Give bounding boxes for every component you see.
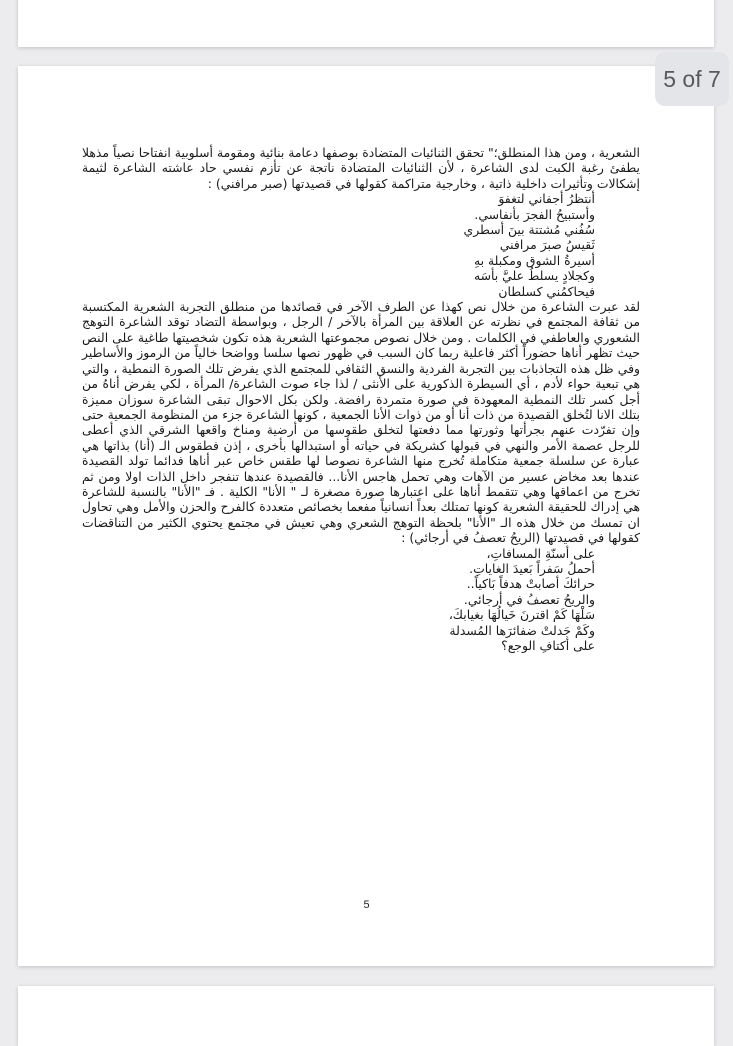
poem-line: سُفُني مُشتتة بينَ أسطري (463, 222, 595, 238)
poem-line: على أسنّةِ المسافاتِ، (486, 545, 595, 561)
poem-line: فيحاكمُني كسلطان (498, 283, 595, 299)
poem-line: ثَقيسُ صبرَ مرافني (499, 237, 595, 253)
poem-line: أسيرةُ الشوق ومكبلة بهِ (473, 252, 595, 268)
next-page (18, 986, 714, 1046)
page-content (82, 145, 640, 653)
poem-line: والريحُ تعصفُ في أرجائي. (463, 591, 595, 607)
poem-line: وأستبيحُ الفجرَ بأنفاسي. (474, 206, 595, 222)
poem-2 (82, 546, 640, 654)
paragraph-1: الشعرية ، ومن هذا المنطلق؛" تحقق الثنائيات المتضادة بوصفها دعامة بنائية ومقومة أسلوبية انفتاحا نصياً مذهلا يطفئ رغبة الكبت لدى الشاعرة ، لأن الثنائيات المتضادة ناتجة عن تأزم نفسي حاد عاشته الشاعرة لثيمة إشكالات وتأثيرات داخلية ذاتية ، وخارجية متراكمة كقولها في قصيدتها (صبر مرافني) : (82, 145, 640, 191)
poem-line: أنتظرُ أجفاني لتغفوَ (498, 191, 595, 207)
poem-line: على أكتافِ الوجع؟ (501, 638, 595, 653)
poem-line: وكَمْ جَدلتْ ضفائرَها المُسدلة (449, 622, 595, 638)
poem-line: سَلْهَا كَمْ اقترنَ خَيالُهَا بغيابكَ، (448, 607, 595, 623)
poem-line: وكجلادٍ يسلطُ عليَّ بأسَه (473, 268, 595, 284)
poem-line: أحملُ سَفراً بَعيدَ الغاياتِ. (469, 560, 595, 576)
paragraph-2: لقد عبرت الشاعرة من خلال نص كهذا عن الطرف الآخر في قصائدها من منطلق التجربة الشعرية المكتسبة من ثقافة المجتمع في نظرته عن العلاقة بين المرأة بالآخر / الرجل ، وبواسطة التضاد توقد الشاعرة التوهج الشعوري والعاطفي في الكلمات . ومن خلال نصوص مجموعتها الشعرية هذه تكون شخصيتها طاغية على النص حيث تظهر أناها حضوراً أكثر فاعلية ربما كان السبب في ظهور نصها سلسا وواضحا خالياً من الرموز والأساطير وفي ظل هذه التجاذبات بين التجربة الفردية والنسق الثقافي للمجتمع الذي يفرض تلك الصورة النمطية ، والتي هي تبعية حواء لأدم ، أي السيطرة الذكورية على الأنثى / لذا جاء صوت الشاعرة/ المرأة ، لكي يفرض أناهُ من أجل كسر تلك النمطية المعهودة في صورة متمردة رافضة. ولكن بكل الاحوال تبقى الشاعرة سوزان مميزة بتلك الانا لتُخلق القصيدة من ذات أنا أو من ذوات الأنا الجمعية ، كونها الشاعرة جزء من المنظومة الجمعية حتى وإن تفرّدت عنهم بجرأتها وثورتها مما دفعتها لتخلق طقوسها من أرضية ومناخ واقعها الشرقي الذي أعطى للرجل عصمة الأمر والنهي في قبولها كشريكة في حياته أو استبدالها بأخرى ، إذن فطقوس الـ (أنا) بذاتها هي عبارة عن سلسلة جمعية متكاملة تُخرج منها الشاعرة نصوصا لها طقس خاص عبر أناها فدائما تولد القصيدة عندها بعد مخاض عسير من الآهات وهي تحمل هاجس الأنا... فالقصيدة عندها تنفجر داخل الذات اولا ومن ثم تخرج من اعماقها وهي تتقمط أناها على اعتبارها صورة مصغرة لـ " الأنا" الكلية . فـ "الأنا" بالنسبة للشاعرة هي إدراك للحقيقة الشعرية كونها تمتلك بعداً انسانياً مفعما بخصائص متعددة كالفرح والحزن والأمل وهي تحاول ان تمسك من خلال هذه الـ "الأنا" بلحظة التوهج الشعري وهي تعيش في مجتمع يحتوي الكثير من التناقضات كقولها في قصيدتها (الريحُ تعصفُ في أرجائي) : (82, 299, 640, 546)
page-number: 5 (363, 899, 370, 911)
previous-page (18, 0, 714, 47)
poem-line: حرائكَ أصابتْ هدفاً بَاكياً.. (466, 576, 595, 592)
poem-1 (82, 191, 640, 299)
page-indicator: 5 of 7 (655, 52, 729, 106)
